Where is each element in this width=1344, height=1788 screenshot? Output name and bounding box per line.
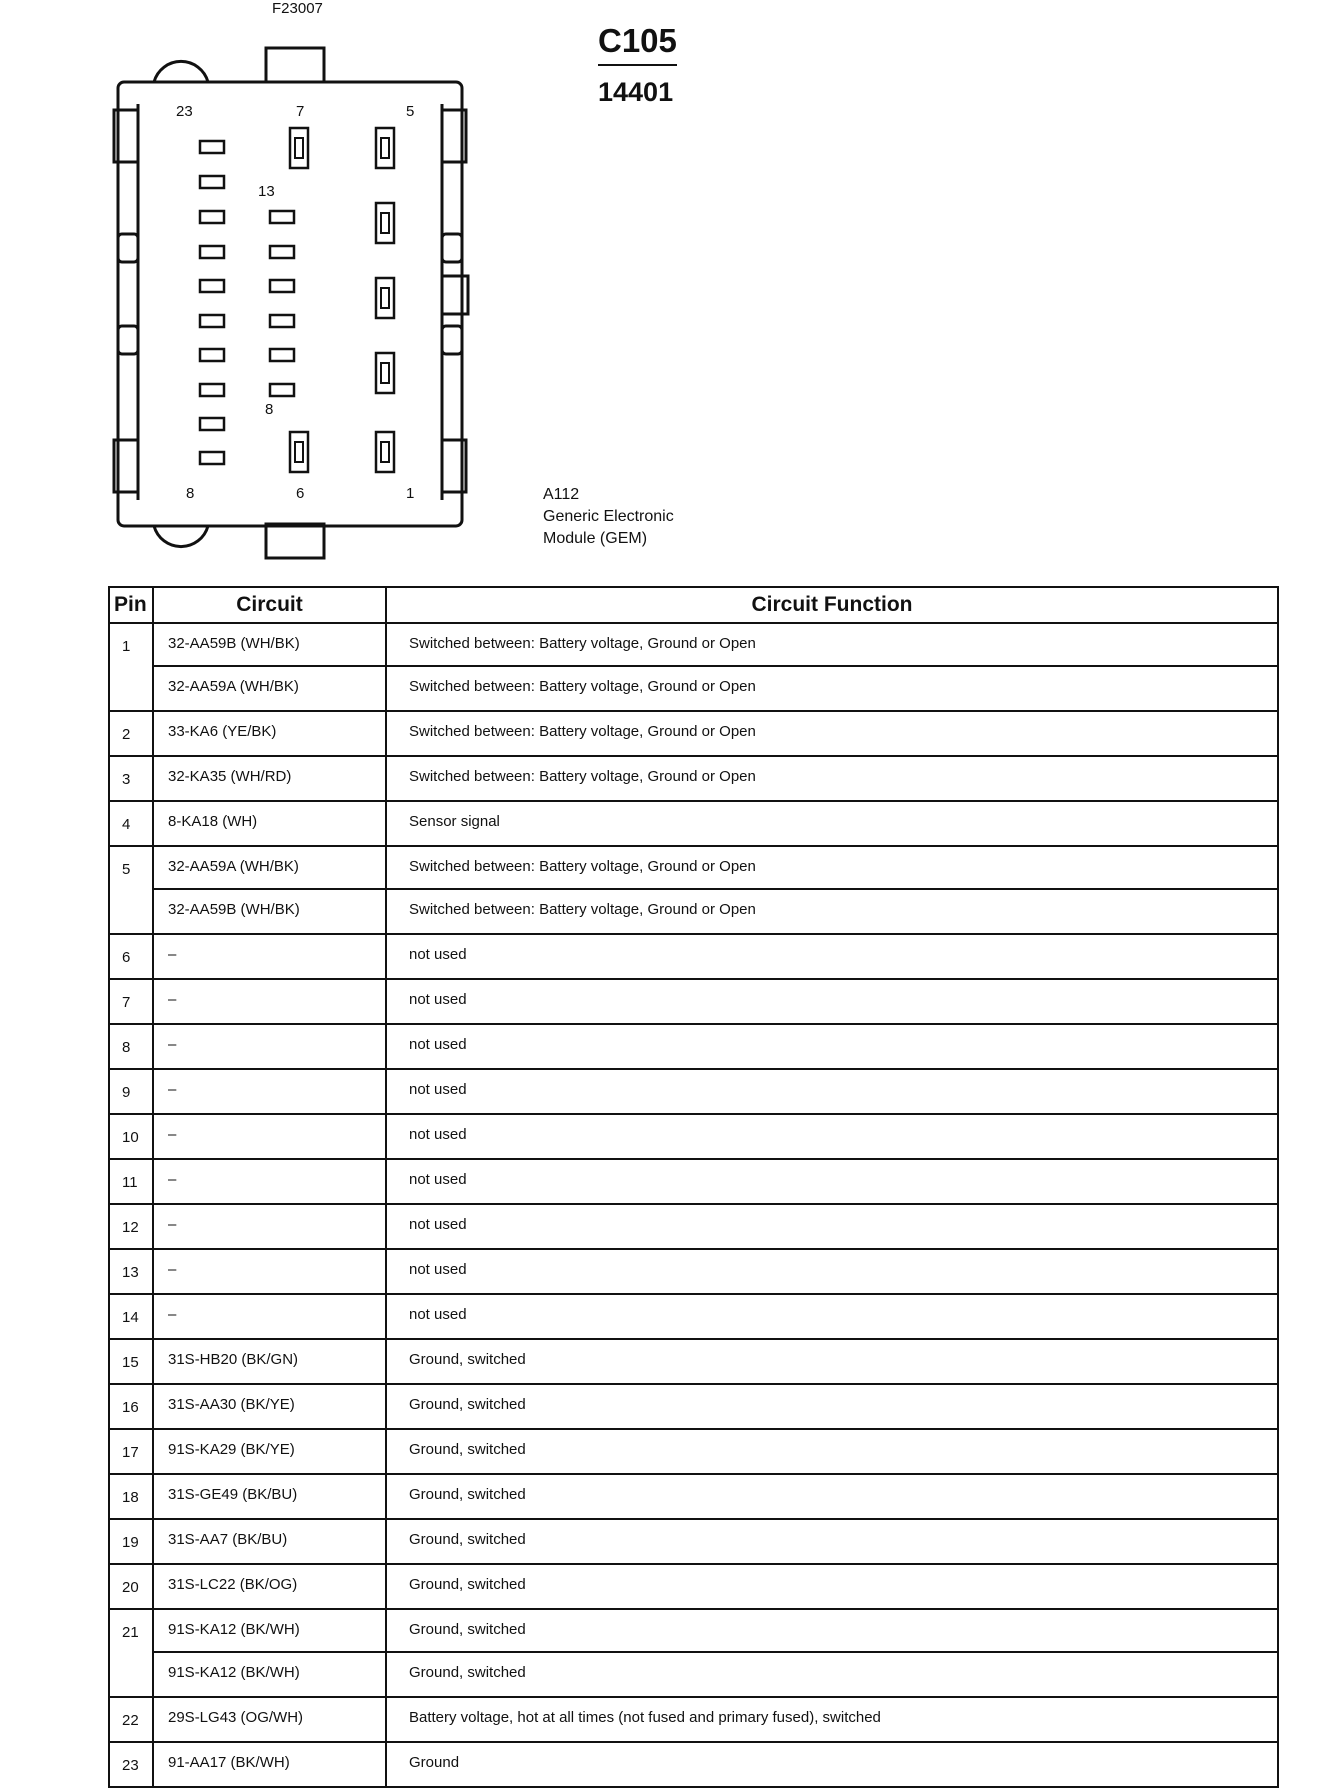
circuit-cell (153, 846, 386, 934)
pin-slot (270, 280, 294, 292)
pin-terminal (376, 353, 394, 393)
pin-label-8: 8 (186, 485, 195, 502)
table-row (109, 1159, 1278, 1204)
circuit-code: 29S-LG43 (OG/WH) (168, 1709, 304, 1726)
pin-label-1: 1 (406, 485, 415, 502)
pin-label-5: 5 (406, 103, 415, 120)
pin-terminal (376, 203, 394, 243)
pin-slot (200, 452, 224, 464)
circuit-code: 8-KA18 (WH) (168, 813, 258, 830)
circuit-function: Switched between: Battery voltage, Ground or Open (409, 768, 756, 785)
pin-label-8-inner: 8 (265, 401, 274, 418)
circuit-cell (153, 1339, 386, 1384)
circuit-cell (153, 1429, 386, 1474)
circuit-code: 91S-KA12 (BK/WH) (154, 1610, 385, 1653)
pin-number: 20 (109, 1564, 153, 1609)
table-row (109, 1697, 1278, 1742)
header-function: Circuit Function (386, 587, 1278, 623)
right-tab-2 (442, 234, 462, 262)
function-cell (386, 934, 1278, 979)
pin-number: 19 (109, 1519, 153, 1564)
pin-label-13: 13 (258, 183, 275, 200)
module-name-line2: Module (GEM) (543, 530, 648, 547)
circuit-code: 32-AA59A (WH/BK) (168, 678, 299, 695)
function-cell (386, 1384, 1278, 1429)
pin-number: 18 (109, 1474, 153, 1519)
circuit-code: 31S-GE49 (BK/BU) (168, 1486, 298, 1503)
circuit-code: – (168, 1036, 177, 1053)
circuit-code: 31S-AA7 (BK/BU) (168, 1531, 288, 1548)
left-tab-3 (118, 326, 138, 354)
circuit-cell (153, 756, 386, 801)
function-cell (386, 1024, 1278, 1069)
function-cell (386, 1564, 1278, 1609)
table-row (109, 1294, 1278, 1339)
circuit-cell (153, 1069, 386, 1114)
circuit-function: Sensor signal (409, 813, 500, 830)
circuit-function: Switched between: Battery voltage, Ground or Open (387, 624, 1277, 667)
pin-number: 16 (109, 1384, 153, 1429)
pin-number: 3 (109, 756, 153, 801)
pin-number: 17 (109, 1429, 153, 1474)
circuit-cell (153, 1024, 386, 1069)
table-row (109, 934, 1278, 979)
circuit-cell (153, 1474, 386, 1519)
table-row (109, 1519, 1278, 1564)
function-cell (386, 756, 1278, 801)
right-tab-4 (442, 326, 462, 354)
function-cell (386, 1159, 1278, 1204)
table-row (109, 1114, 1278, 1159)
circuit-code: 33-KA6 (YE/BK) (168, 723, 277, 740)
table-header-row (109, 587, 1278, 623)
pin-number: 21 (109, 1609, 153, 1697)
function-cell (386, 711, 1278, 756)
pin-slot (200, 384, 224, 396)
circuit-code: – (168, 1081, 177, 1098)
top-latch (266, 48, 324, 82)
circuit-cell (153, 934, 386, 979)
table-row (109, 801, 1278, 846)
table-row (109, 623, 1278, 711)
circuit-function: not used (409, 1126, 467, 1143)
circuit-function: Ground, switched (409, 1664, 526, 1681)
pin-number: 15 (109, 1339, 153, 1384)
circuit-function: Ground, switched (409, 1351, 526, 1368)
pin-slot (200, 141, 224, 153)
circuit-function: not used (409, 991, 467, 1008)
pin-slot (200, 418, 224, 430)
pin-slot (200, 280, 224, 292)
table-row (109, 846, 1278, 934)
circuit-code: 31S-LC22 (BK/OG) (168, 1576, 298, 1593)
circuit-function: Ground, switched (409, 1396, 526, 1413)
circuit-function: not used (409, 1036, 467, 1053)
module-id: A112 (543, 486, 580, 503)
circuit-cell (153, 1609, 386, 1697)
circuit-function: not used (409, 1261, 467, 1278)
function-cell (386, 1114, 1278, 1159)
function-cell (386, 1697, 1278, 1742)
circuit-code: – (168, 1216, 177, 1233)
function-cell (386, 1204, 1278, 1249)
circuit-function: Ground, switched (409, 1486, 526, 1503)
module-caption (543, 484, 674, 550)
circuit-function: Switched between: Battery voltage, Ground or Open (409, 723, 756, 740)
function-cell (386, 1519, 1278, 1564)
pin-number: 13 (109, 1249, 153, 1294)
connector-id: C105 (598, 22, 677, 66)
circuit-code: 31S-HB20 (BK/GN) (168, 1351, 299, 1368)
table-row (109, 1204, 1278, 1249)
circuit-code: 32-KA35 (WH/RD) (168, 768, 292, 785)
circuit-cell (153, 979, 386, 1024)
pin-number: 11 (109, 1159, 153, 1204)
circuit-cell (153, 1294, 386, 1339)
pin-label-6: 6 (296, 485, 305, 502)
bottom-left-bump (154, 526, 208, 547)
circuit-code: 32-AA59A (WH/BK) (154, 847, 385, 890)
function-cell (386, 801, 1278, 846)
pin-number: 12 (109, 1204, 153, 1249)
table-row (109, 711, 1278, 756)
pin-terminal (376, 278, 394, 318)
circuit-cell (153, 1159, 386, 1204)
table-row (109, 1474, 1278, 1519)
pin-terminal (290, 128, 308, 168)
circuit-function: Switched between: Battery voltage, Ground or Open (387, 847, 1277, 890)
table-row (109, 1609, 1278, 1697)
circuit-code: – (168, 1306, 177, 1323)
table-row (109, 1564, 1278, 1609)
circuit-function: not used (409, 1171, 467, 1188)
function-cell (386, 1249, 1278, 1294)
pin-table-body (109, 623, 1278, 1787)
pin-number: 6 (109, 934, 153, 979)
circuit-cell (153, 1204, 386, 1249)
function-cell (386, 979, 1278, 1024)
pin-terminal (290, 432, 308, 472)
pin-number: 23 (109, 1742, 153, 1787)
circuit-cell (153, 1114, 386, 1159)
pin-number: 9 (109, 1069, 153, 1114)
pin-slot (270, 315, 294, 327)
circuit-cell (153, 1384, 386, 1429)
circuit-function: Ground, switched (387, 1610, 1277, 1653)
table-row (109, 1249, 1278, 1294)
pin-label-23: 23 (176, 103, 193, 120)
bottom-latch (266, 524, 324, 558)
circuit-code: – (168, 1261, 177, 1278)
connector-diagram (100, 40, 480, 570)
pin-number: 22 (109, 1697, 153, 1742)
top-left-bump (154, 61, 208, 82)
circuit-cell (153, 1519, 386, 1564)
pin-slot (200, 349, 224, 361)
pin-slot (200, 211, 224, 223)
pin-slot (200, 315, 224, 327)
circuit-code: 32-AA59B (WH/BK) (154, 624, 385, 667)
circuit-code: – (168, 1126, 177, 1143)
circuit-function: not used (409, 1306, 467, 1323)
circuit-cell (153, 1697, 386, 1742)
header-pin: Pin (109, 587, 153, 623)
left-tab-2 (118, 234, 138, 262)
pin-table (108, 586, 1279, 1788)
function-cell (386, 1474, 1278, 1519)
circuit-function: not used (409, 946, 467, 963)
part-number: 14401 (598, 77, 674, 107)
circuit-code: 31S-AA30 (BK/YE) (168, 1396, 295, 1413)
function-cell (386, 1069, 1278, 1114)
table-row (109, 979, 1278, 1024)
pin-terminal (376, 128, 394, 168)
circuit-code: – (168, 946, 177, 963)
circuit-function: Switched between: Battery voltage, Ground or Open (409, 678, 756, 695)
circuit-code: 32-AA59B (WH/BK) (168, 901, 300, 918)
circuit-function: Ground, switched (409, 1531, 526, 1548)
circuit-cell (153, 1564, 386, 1609)
function-cell (386, 623, 1278, 711)
module-name-line1: Generic Electronic (543, 508, 674, 525)
function-cell (386, 846, 1278, 934)
function-cell (386, 1609, 1278, 1697)
circuit-cell (153, 801, 386, 846)
table-row (109, 756, 1278, 801)
pin-slot (270, 211, 294, 223)
pin-number: 10 (109, 1114, 153, 1159)
circuit-function: Battery voltage, hot at all times (not fused and primary fused), switched (409, 1709, 881, 1726)
header-circuit: Circuit (153, 587, 386, 623)
table-row (109, 1384, 1278, 1429)
pin-terminal (376, 432, 394, 472)
function-cell (386, 1429, 1278, 1474)
circuit-cell (153, 1742, 386, 1787)
pin-number: 2 (109, 711, 153, 756)
function-cell (386, 1742, 1278, 1787)
pin-number: 1 (109, 623, 153, 711)
pin-slot (270, 384, 294, 396)
pin-slot (200, 246, 224, 258)
function-cell (386, 1339, 1278, 1384)
pin-slot (270, 349, 294, 361)
table-row (109, 1069, 1278, 1114)
circuit-function: Ground (409, 1754, 460, 1771)
right-tab-3 (442, 276, 468, 314)
table-row (109, 1742, 1278, 1787)
circuit-code: – (168, 991, 177, 1008)
circuit-code: – (168, 1171, 177, 1188)
pin-number: 14 (109, 1294, 153, 1339)
pin-number: 4 (109, 801, 153, 846)
pin-label-7: 7 (296, 103, 305, 120)
circuit-function: Ground, switched (409, 1441, 526, 1458)
pin-number: 5 (109, 846, 153, 934)
circuit-function: not used (409, 1081, 467, 1098)
pin-slot (270, 246, 294, 258)
figure-code: F23007 (272, 0, 323, 17)
circuit-function: Switched between: Battery voltage, Ground or Open (409, 901, 756, 918)
pin-slot (200, 176, 224, 188)
circuit-cell (153, 711, 386, 756)
circuit-cell (153, 1249, 386, 1294)
table-row (109, 1339, 1278, 1384)
table-row (109, 1429, 1278, 1474)
circuit-code: 91-AA17 (BK/WH) (168, 1754, 290, 1771)
circuit-code: 91S-KA12 (BK/WH) (168, 1664, 300, 1681)
pin-number: 7 (109, 979, 153, 1024)
circuit-function: not used (409, 1216, 467, 1233)
circuit-code: 91S-KA29 (BK/YE) (168, 1441, 295, 1458)
table-row (109, 1024, 1278, 1069)
circuit-function: Ground, switched (409, 1576, 526, 1593)
function-cell (386, 1294, 1278, 1339)
circuit-cell (153, 623, 386, 711)
pin-number: 8 (109, 1024, 153, 1069)
